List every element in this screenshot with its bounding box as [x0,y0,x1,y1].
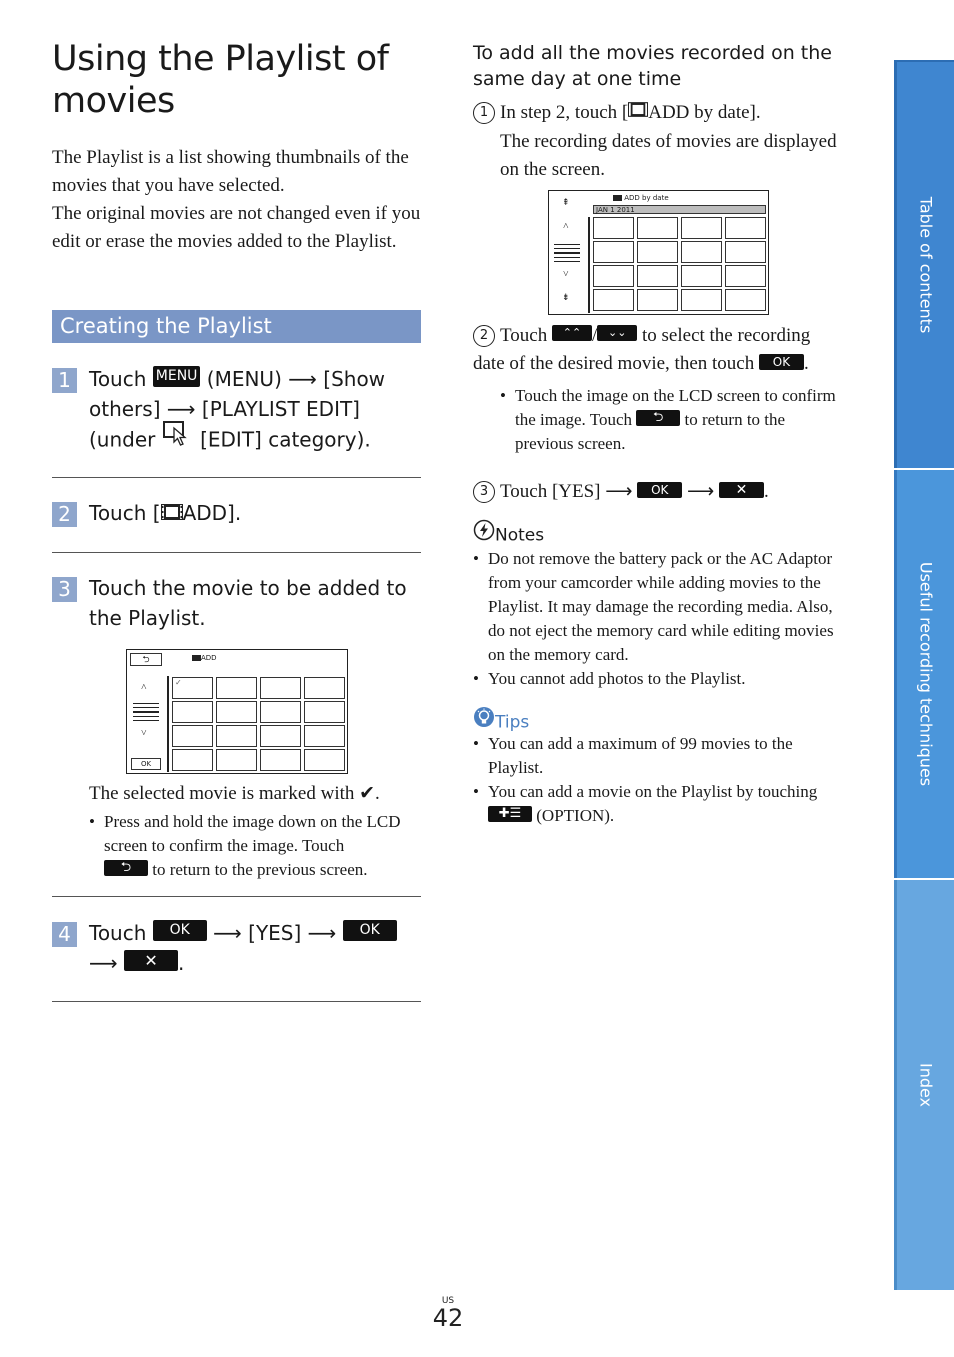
list-item [500,384,845,456]
thumbnail-cell[interactable] [260,677,301,699]
thumbnail-cell[interactable] [593,217,634,239]
step-text-part: . [803,353,809,374]
prev-date-button[interactable]: ⌃⌃ [552,325,592,341]
menu-button[interactable]: MENU [153,366,201,387]
thumbnail-cell[interactable] [637,265,678,287]
step-text [89,918,421,978]
thumbnail-cell[interactable] [172,701,213,723]
arrow-icon: ⟶ [605,481,633,502]
tab-table-of-contents[interactable] [894,60,954,468]
add-by-date-screen-mockup [548,190,769,315]
step-text-part: . [764,481,769,502]
thumbnail-cell[interactable] [681,217,722,239]
scrollbar-icon[interactable] [133,703,159,721]
step-text-part: [YES] [241,921,308,945]
bullet-text: to return to the previous screen. [148,860,368,879]
arrow-icon: ⟶ [307,921,337,945]
section-heading: Creating the Playlist [52,310,421,343]
list-item: • You cannot add photos to the Playlist. [473,667,845,691]
step-text-part: / [591,325,598,346]
step-text-part: [Show others] [89,367,386,421]
thumbnail-cell[interactable] [304,749,345,771]
step-2 [52,498,421,530]
step-text-part: . [178,951,185,975]
page-number [430,1296,466,1330]
notes-label: Notes [495,525,545,546]
list-item [473,780,845,828]
step-text [89,498,421,530]
thumbnail-cell[interactable] [593,241,634,263]
step-2-bullets [473,384,845,456]
step-text: Touch the movie to be added to the Playlist. [89,576,407,630]
step-text-part: Touch [89,921,153,945]
ok-button[interactable]: OK [131,758,161,770]
ok-button[interactable]: OK [343,920,397,941]
thumbnail-cell[interactable] [681,265,722,287]
list-item: • You can add a maximum of 99 movies to the Playlist. [473,732,845,780]
step-text-part: to select the recording date of the desired movie, then touch [473,325,811,374]
step-3 [52,573,421,633]
thumbnail-cell[interactable] [725,265,766,287]
add-screen-mockup [126,649,348,774]
date-bar: JAN 1 2011 [593,205,766,214]
prev-date-icon[interactable]: ⇞ [562,197,570,207]
back-button[interactable]: ⮌ [130,653,162,666]
scrollbar-icon[interactable] [554,244,580,262]
step-text-part: [PLAYLIST EDIT] (under [89,397,360,452]
thumbnail-cell[interactable] [260,725,301,747]
thumbnail-cell[interactable] [593,265,634,287]
bullet-text: Press and hold the image down on the LCD screen to confirm the image. Touch [104,812,401,855]
tips-icon [473,706,495,735]
ok-button[interactable]: OK [759,354,804,370]
divider [52,552,421,553]
notes-icon [473,519,495,548]
step-text-part: ADD by date]. [648,102,761,123]
thumbnail-cell[interactable] [681,289,722,311]
scroll-up-icon[interactable]: ˄ [563,221,569,232]
list-item [89,810,421,882]
step-3-caption [89,780,421,882]
close-button[interactable]: ✕ [124,950,178,971]
tab-index[interactable] [894,880,954,1290]
page-number-value: 42 [432,1304,464,1332]
intro-text [52,144,422,256]
scroll-track [167,676,169,772]
step-circle-number: 2 [473,325,495,347]
arrow-icon: ⟶ [89,951,118,975]
thumbnail-cell[interactable] [304,701,345,723]
thumbnail-cell[interactable] [637,217,678,239]
step-text-part: In step 2, touch [ [500,102,629,123]
screen-title-text: ADD [201,654,217,662]
thumbnail-cell[interactable] [260,701,301,723]
thumbnail-cell[interactable] [637,289,678,311]
step-text-part: The recording dates of movies are displayed on the screen. [500,130,837,180]
step-circle-number: 1 [473,102,495,124]
divider [52,1001,421,1002]
ok-button[interactable]: OK [153,920,207,941]
tab-label: Index [916,1062,935,1108]
step-text-part: Touch [ [89,501,161,525]
film-icon [628,98,648,126]
step-text-part: (MENU) [200,367,289,391]
ok-button[interactable]: OK [637,482,682,498]
arrow-icon: ⟶ [213,921,242,945]
right-step-1 [473,99,845,184]
bullet-text: You can add a movie on the Playlist by touching [488,782,818,801]
divider [52,477,421,478]
scroll-down-icon[interactable]: ˅ [563,269,569,280]
step-number: 4 [52,922,77,947]
selected-check-icon: ✓ [175,678,182,687]
subsection-heading: To add all the movies recorded on the same day at one time [473,42,832,90]
tab-label: Table of contents [916,196,935,334]
bullet-text: Touch the image on the LCD screen to confirm the image. Touch [515,386,836,429]
step-number: 1 [52,368,77,393]
step-text-part: [EDIT] category). [193,427,371,452]
thumbnail-cell[interactable] [304,725,345,747]
intro-paragraph: The Playlist is a list showing thumbnails of the movies that you have selected. [52,147,409,196]
caption-line: The selected movie is marked with ✔. [89,783,380,804]
step-text-part: Touch [500,325,552,346]
step-number: 2 [52,502,77,527]
step-text-part: Touch [YES] [500,481,606,502]
film-icon [161,498,183,528]
edit-category-icon [162,420,194,454]
page-region: US [441,1296,455,1306]
thumbnail-cell[interactable] [172,677,213,699]
thumbnail-cell[interactable] [260,749,301,771]
back-button[interactable]: ⮌ [636,410,680,426]
list-item: • Do not remove the battery pack or the AC Adaptor from your camcorder while adding movies to the Playlist. It may damage the recording media. Also, do not eject the memory card while editing movies on the memory card. [473,547,845,667]
next-date-icon[interactable]: ⇟ [562,292,570,302]
step-circle-number: 3 [473,481,495,503]
step-4 [52,918,421,978]
thumbnail-cell[interactable] [216,725,257,747]
thumbnail-cell[interactable] [216,677,257,699]
bullet-text: (OPTION). [532,806,615,825]
thumbnail-cell[interactable] [637,241,678,263]
page-title: Using the Playlist of movies [52,39,389,121]
divider [52,896,421,897]
thumbnail-cell[interactable] [216,749,257,771]
thumbnail-cell[interactable] [725,217,766,239]
option-icon[interactable]: ✚☰ [488,806,532,822]
step-number: 3 [52,577,77,602]
tab-label: Useful recording techniques [916,561,935,787]
arrow-icon: ⟶ [687,481,715,502]
next-date-button[interactable]: ⌄⌄ [597,325,637,341]
thumbnail-cell[interactable] [681,241,722,263]
thumbnail-cell[interactable] [593,289,634,311]
scroll-down-icon[interactable]: ˅ [141,728,147,739]
arrow-icon: ⟶ [166,397,196,421]
step-text [89,364,421,458]
back-button[interactable]: ⮌ [104,860,148,876]
thumbnail-cell[interactable] [725,289,766,311]
tips-label: Tips [495,712,530,733]
notes-heading [473,521,544,550]
thumbnail-cell[interactable] [216,701,257,723]
right-step-2 [473,322,845,456]
thumbnail-cell[interactable] [172,749,213,771]
close-button[interactable]: ✕ [719,482,764,498]
right-step-3 [473,478,845,506]
screen-title [192,653,217,663]
step-1 [52,364,421,458]
caption-bullets [89,810,421,882]
scroll-up-icon[interactable]: ˄ [141,682,147,693]
thumbnail-cell[interactable] [304,677,345,699]
tips-list [473,732,845,828]
step-text-part: ADD]. [182,501,242,525]
notes-list [473,547,845,691]
intro-paragraph: The original movies are not changed even if you edit or erase the movies added to the Playlist. [52,203,421,252]
thumbnail-cell[interactable] [725,241,766,263]
tab-useful-recording-techniques[interactable] [894,470,954,878]
scroll-track [588,217,590,313]
thumbnail-cell[interactable] [172,725,213,747]
screen-title [613,193,669,203]
step-text-part: Touch [89,367,153,391]
arrow-icon: ⟶ [288,367,317,391]
screen-title-text: ADD by date [624,194,669,202]
bullet-text: to return to the previous screen. [515,410,786,453]
